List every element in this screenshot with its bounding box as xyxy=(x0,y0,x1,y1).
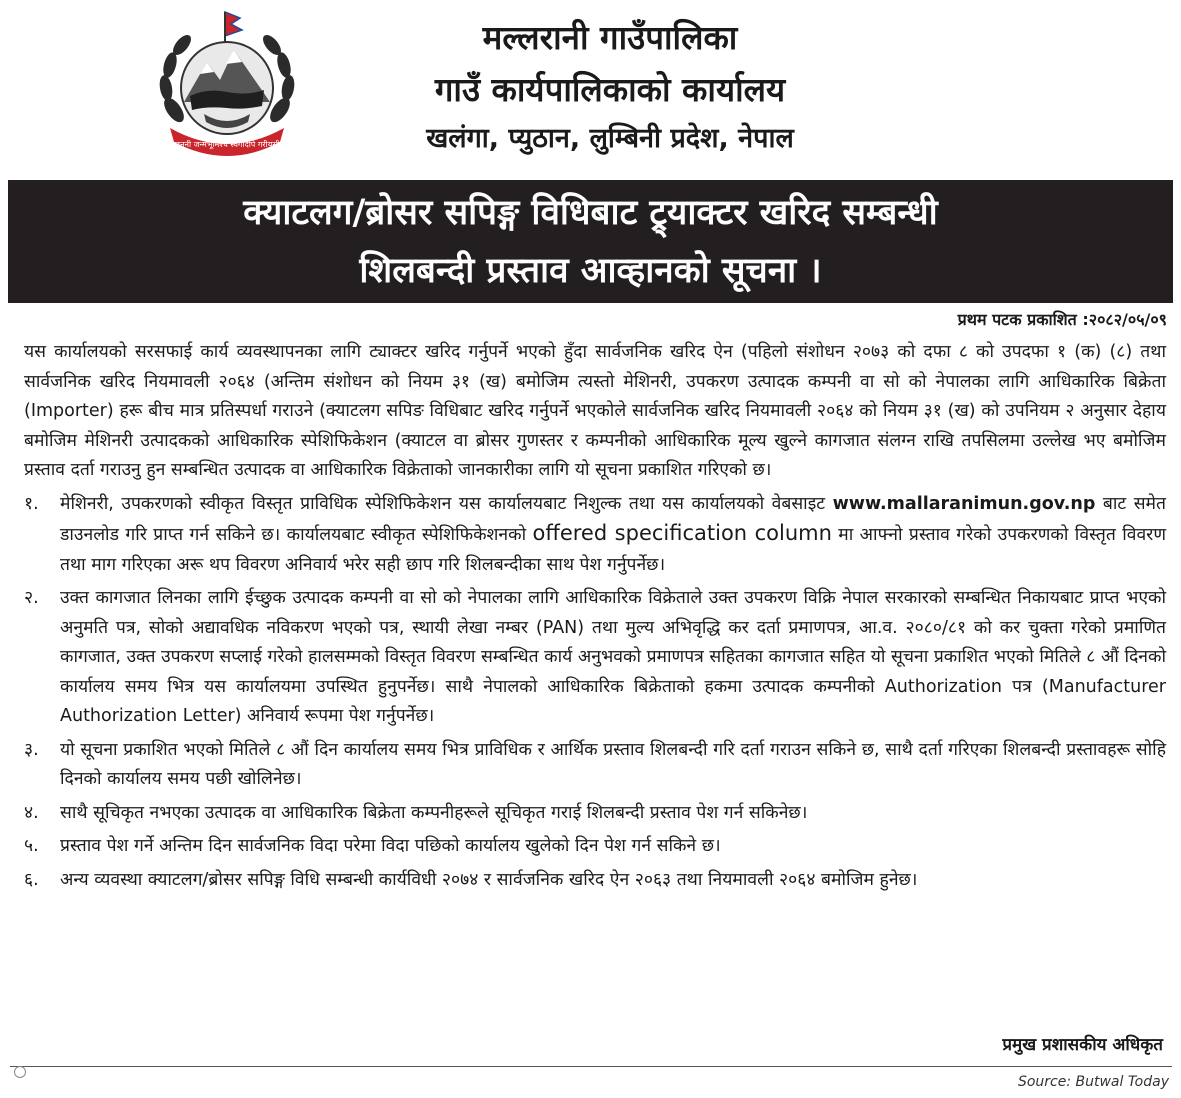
source-credit: Source: Butwal Today xyxy=(1017,1074,1169,1090)
item-text: साथै सूचिकृत नभएका उत्पादक वा आधिकारिक बिक्रेता कम्पनीहरूले सूचिकृत गराई शिलबन्दी प्रस्ताव पेश गर्न सकिनेछ। xyxy=(60,802,808,823)
conditions-list xyxy=(24,490,1166,896)
item-number: ५. xyxy=(24,836,39,856)
notice-title-line1: क्याटलग/ब्रोसर सपिङ्ग विधिबाट ट्र्याक्टर खरिद सम्बन्धी xyxy=(243,193,938,233)
item-text-pre: मेशिनरी, उपकरणको स्वीकृत विस्तृत प्राविधिक स्पेशिफिकेशन यस कार्यालयबाट निशुल्क तथा यस कार्यालयको वेबसाइट xyxy=(60,493,833,514)
footer-circle-icon xyxy=(14,1066,26,1078)
list-item xyxy=(24,736,1166,795)
item-text-mid: बाट समेत डाउनलोड गरि प्राप्त गर्न सकिने छ। कार्यालयबाट स्वीकृत स्पेशिफिकेशनको xyxy=(60,493,1166,545)
notice-header xyxy=(0,0,1181,178)
website-link[interactable]: www.mallaranimun.gov.np xyxy=(832,493,1096,514)
intro-paragraph: यस कार्यालयको सरसफाई कार्य व्यवस्थापनका लागि ट्याक्टर खरिद गर्नुपर्ने भएको हुँदा सार्वजनिक खरिद ऐन (पहिलो संशोधन २०७३ को दफा ८ को उपदफा १ (क) (८) तथा सार्वजनिक खरिद नियमावली २०६४ (अन्तिम संशोधन को नियम ३१ (ख) बमोजिम त्यस्तो मेशिनरी, उपकरण उत्पादक कम्पनी वा सो को नेपालका लागि आधिकारिक बिक्रेता (Importer) हरू बीच मात्र प्रतिस्पर्धा गराउने (क्याटलग सपिङ विधिबाट खरिद गर्नुपर्ने भएकोले सार्वजनिक खरिद नियमावली २०६४ को नियम ३१ (ख) को उपनियम २ अनुसार देहाय बमोजिम मेशिनरी उत्पादकको आधिकारिक स्पेशिफिकेशन (क्याटल वा ब्रोसर गुणस्तर र कम्पनीको आधिकारिक मूल्य खुल्ने कागजात संलग्न राखि तपसिलमा उल्लेख भए बमोजिम प्रस्ताव दर्ता गराउनु हुन सम्बन्धित उत्पादक वा आधिकारिक विक्रेताको जानकारीका लागि यो सूचना प्रकाशित गरिएको छ। xyxy=(24,342,1166,480)
item-number: ४. xyxy=(24,802,39,823)
item-text-post: मा आफ्नो प्रस्ताव गरेको उपकरणको विस्तृत विवरण तथा माग गरिएका अरू थप विवरण अनिवार्य भरेर सही छाप गरि शिलबन्दीका साथ पेश गर्नुपर्नेछ। xyxy=(60,525,1166,575)
signatory-title: प्रमुख प्रशासकीय अधिकृत xyxy=(1002,1035,1163,1055)
office-address: खलंगा, प्युठान, लुम्बिनी प्रदेश, नेपाल xyxy=(426,123,794,154)
list-item xyxy=(24,584,1166,732)
office-name: गाउँ कार्यपालिकाको कार्यालय xyxy=(434,70,786,109)
item-text: अन्य व्यवस्था क्याटलग/ब्रोसर सपिङ्ग विधि सम्बन्धी कार्यविधी २०७४ र सार्वजनिक खरिद ऐन २०६३ तथा नियमावली २०६४ बमोजिम हुनेछ। xyxy=(60,869,918,890)
emblem-motto: जननी जन्मभूमिश्च स्वर्गादपि गरीयसी xyxy=(174,140,280,149)
item-number: ६. xyxy=(24,869,39,890)
list-item xyxy=(24,866,1166,896)
notice-title-band xyxy=(8,180,1173,303)
notice-title-line2: शिलबन्दी प्रस्ताव आव्हानको सूचना । xyxy=(359,251,822,291)
item-number: २. xyxy=(24,588,39,608)
list-item xyxy=(24,799,1166,829)
notice-body xyxy=(24,338,1166,899)
item-text: यो सूचना प्रकाशित भएको मितिले ८ औं दिन कार्यालय समय भित्र प्राविधिक र आर्थिक प्रस्ताव शिलबन्दी गरि दर्ता गराउन सकिने छ, साथै दर्ता गरिएका शिलबन्दी प्रस्तावहरू सोहि दिनको कार्यालय समय पछी खोलिनेछ। xyxy=(60,739,1166,789)
item-number: ३. xyxy=(24,739,39,760)
list-item xyxy=(24,832,1166,862)
nepal-government-emblem-icon xyxy=(152,10,302,162)
item-text: उक्त कागजात लिनका लागि ईच्छुक उत्पादक कम्पनी वा सो को नेपालका लागि आधिकारिक विक्रेताले उक्त उपकरण विक्रि नेपाल सरकारको सम्बन्धित निकायबाट प्राप्त भएको अनुमति पत्र, सोको अद्यावधिक नविकरण भएको पत्र, स्थायी लेखा नम्बर (PAN) तथा मुल्य अभिवृद्धि कर दर्ता प्रमाणपत्र, आ.व. २०८०/८१ को कर चुक्ता गरेको प्रमाणित कागजात, उक्त उपकरण सप्लाई गरेको हालसम्मको विस्तृत विवरण सम्बन्धित कार्य अनुभवको प्रमाणपत्र सहितका कागजात सहित यो सूचना प्रकाशित भएको मितिले ८ औं दिनको कार्यालय समय भित्र यस कार्यालयमा उपस्थित हुनुपर्नेछ। साथै नेपालको आधिकारिक बिक्रेताको हकमा उत्पादक कम्पनीको Authorization पत्र (Manufacturer Authorization Letter) अनिवार्य रूपमा पेश गर्नुपर्नेछ। xyxy=(60,588,1166,726)
item-number: १. xyxy=(24,493,39,514)
municipality-name: मल्लरानी गाउँपालिका xyxy=(482,18,738,57)
office-heading xyxy=(300,12,920,162)
list-item xyxy=(24,490,1166,581)
footer-divider xyxy=(10,1066,1172,1067)
published-date: प्रथम पटक प्रकाशित :२०८२/०५/०९ xyxy=(957,310,1167,329)
item-text: प्रस्ताव पेश गर्ने अन्तिम दिन सार्वजनिक विदा परेमा विदा पछिको कार्यालय खुलेको दिन पेश गर्न सकिने छ। xyxy=(60,836,721,856)
offered-spec-column-text: offered specification column xyxy=(532,521,832,545)
